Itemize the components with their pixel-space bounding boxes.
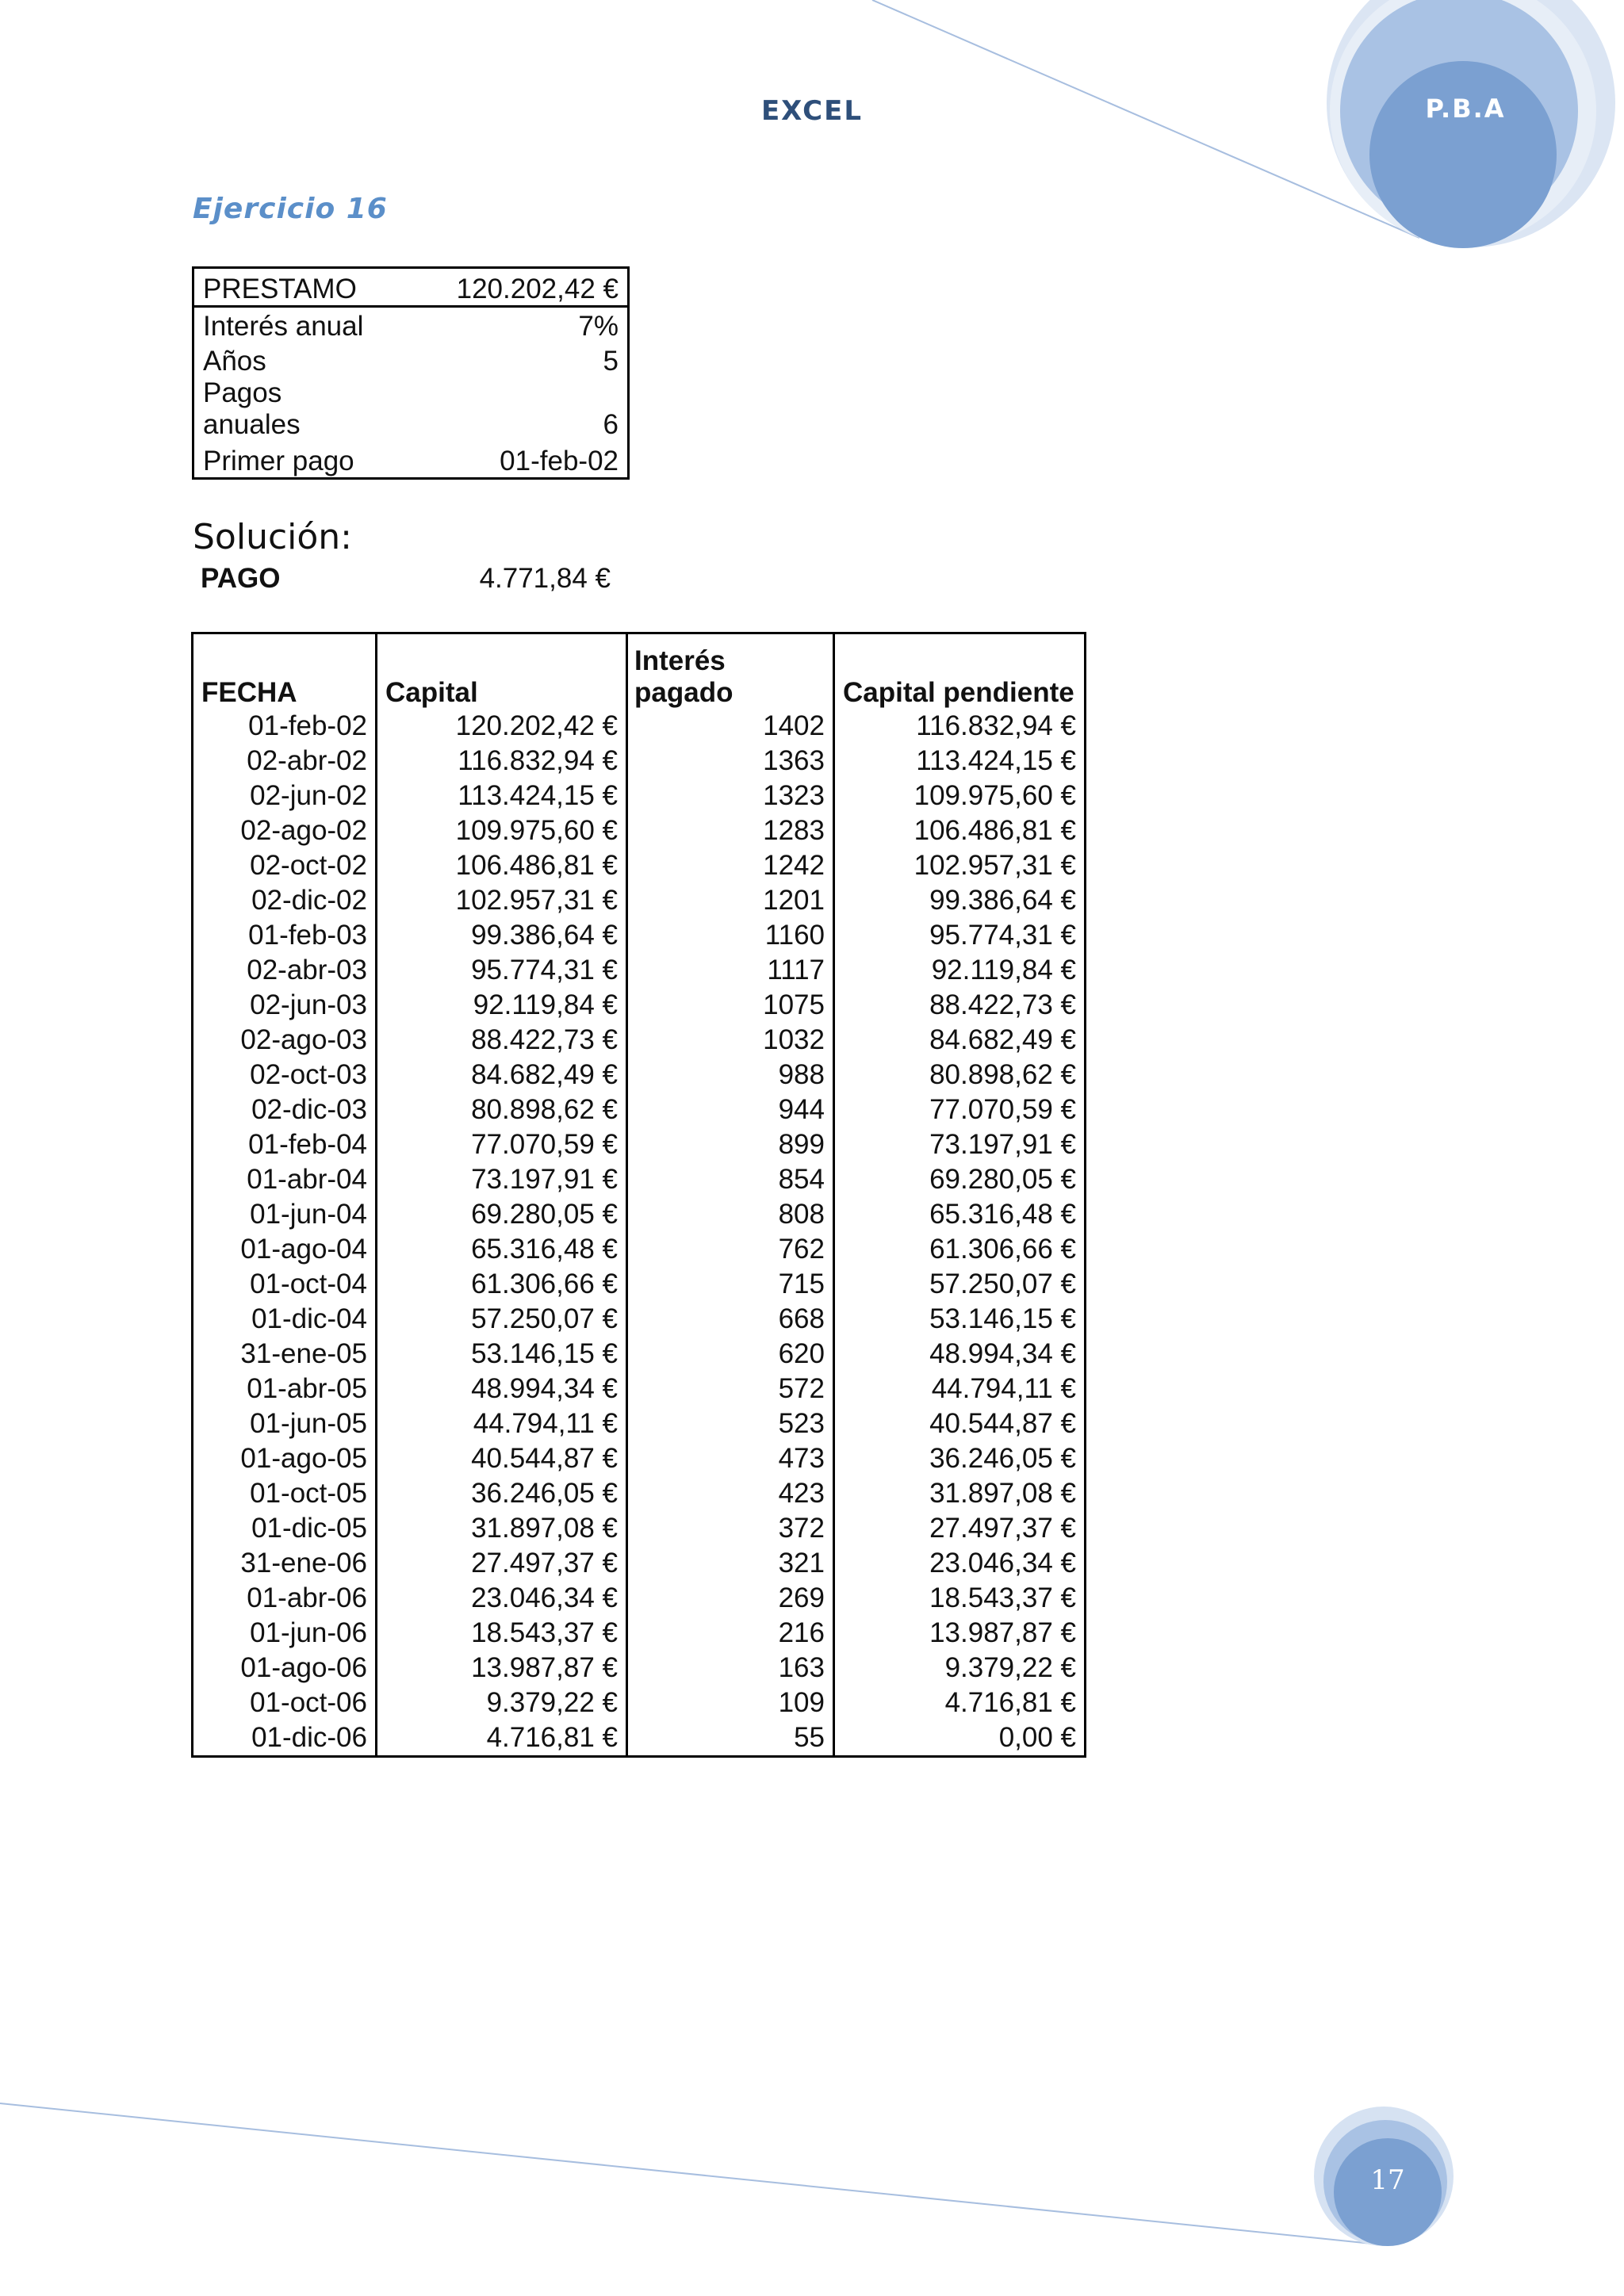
table-row [193, 1546, 1086, 1581]
param-label: Años [203, 346, 266, 377]
table-row [193, 1581, 1086, 1616]
cell-interes: 988 [627, 1058, 834, 1093]
cell-fecha: 01-abr-05 [193, 1372, 377, 1406]
table-row [193, 1686, 1086, 1720]
cell-fecha: 01-jun-06 [193, 1616, 377, 1651]
cell-interes: 899 [627, 1127, 834, 1162]
cell-fecha: 01-oct-05 [193, 1476, 377, 1511]
cell-capital-pendiente: 4.716,81 € [834, 1686, 1086, 1720]
cell-interes: 1323 [627, 779, 834, 813]
table-row [193, 1127, 1086, 1162]
table-row [193, 1162, 1086, 1197]
cell-interes: 372 [627, 1511, 834, 1546]
col-header-interes [627, 633, 834, 710]
table-row [193, 1232, 1086, 1267]
solution-heading: Solución: [193, 517, 353, 557]
cell-fecha: 01-abr-06 [193, 1581, 377, 1616]
cell-capital: 99.386,64 € [377, 918, 627, 953]
table-row [193, 1197, 1086, 1232]
cell-capital: 84.682,49 € [377, 1058, 627, 1093]
param-label: Interés anual [203, 311, 364, 342]
cell-capital: 77.070,59 € [377, 1127, 627, 1162]
cell-capital: 120.202,42 € [377, 709, 627, 744]
cell-fecha: 02-oct-03 [193, 1058, 377, 1093]
table-row [193, 1476, 1086, 1511]
table-body [193, 709, 1086, 1757]
cell-capital: 113.424,15 € [377, 779, 627, 813]
cell-fecha: 01-dic-04 [193, 1302, 377, 1337]
cell-capital-pendiente: 88.422,73 € [834, 988, 1086, 1023]
col-header-capital-pendiente: Capital pendiente [834, 633, 1086, 710]
cell-capital: 102.957,31 € [377, 883, 627, 918]
table-row [193, 779, 1086, 813]
col-header-interes-text: Interés pagado [634, 645, 733, 708]
cell-capital-pendiente: 95.774,31 € [834, 918, 1086, 953]
cell-capital-pendiente: 36.246,05 € [834, 1441, 1086, 1476]
cell-capital-pendiente: 53.146,15 € [834, 1302, 1086, 1337]
cell-capital: 116.832,94 € [377, 744, 627, 779]
cell-capital-pendiente: 0,00 € [834, 1720, 1086, 1757]
cell-fecha: 31-ene-05 [193, 1337, 377, 1372]
cell-interes: 762 [627, 1232, 834, 1267]
cell-capital-pendiente: 65.316,48 € [834, 1197, 1086, 1232]
table-row [193, 953, 1086, 988]
cell-interes: 1242 [627, 848, 834, 883]
cell-interes: 1283 [627, 813, 834, 848]
cell-capital: 88.422,73 € [377, 1023, 627, 1058]
cell-capital: 73.197,91 € [377, 1162, 627, 1197]
param-row-prestamo [194, 269, 627, 308]
cell-fecha: 01-ago-06 [193, 1651, 377, 1686]
table-row [193, 848, 1086, 883]
cell-fecha: 02-ago-03 [193, 1023, 377, 1058]
cell-interes: 808 [627, 1197, 834, 1232]
cell-capital: 92.119,84 € [377, 988, 627, 1023]
cell-capital-pendiente: 13.987,87 € [834, 1616, 1086, 1651]
loan-parameters-box [192, 266, 630, 480]
cell-capital: 40.544,87 € [377, 1441, 627, 1476]
cell-fecha: 02-dic-03 [193, 1093, 377, 1127]
cell-capital-pendiente: 48.994,34 € [834, 1337, 1086, 1372]
cell-fecha: 01-ago-05 [193, 1441, 377, 1476]
table-header-row [193, 633, 1086, 710]
cell-capital: 80.898,62 € [377, 1093, 627, 1127]
table-row [193, 918, 1086, 953]
cell-interes: 423 [627, 1476, 834, 1511]
cell-capital: 27.497,37 € [377, 1546, 627, 1581]
cell-capital-pendiente: 84.682,49 € [834, 1023, 1086, 1058]
cell-fecha: 01-jun-05 [193, 1406, 377, 1441]
cell-capital: 9.379,22 € [377, 1686, 627, 1720]
exercise-title: Ejercicio 16 [193, 193, 388, 225]
cell-capital: 109.975,60 € [377, 813, 627, 848]
cell-interes: 1117 [627, 953, 834, 988]
param-row-primer-pago [194, 441, 627, 477]
cell-fecha: 01-oct-04 [193, 1267, 377, 1302]
cell-interes: 715 [627, 1267, 834, 1302]
table-row [193, 1267, 1086, 1302]
table-row [193, 744, 1086, 779]
cell-capital: 36.246,05 € [377, 1476, 627, 1511]
table-row [193, 1616, 1086, 1651]
cell-fecha: 02-ago-02 [193, 813, 377, 848]
header-circle-inner [1369, 61, 1557, 248]
cell-capital-pendiente: 106.486,81 € [834, 813, 1086, 848]
col-header-capital: Capital [377, 633, 627, 710]
cell-fecha: 01-oct-06 [193, 1686, 377, 1720]
param-row-pagos [194, 377, 627, 441]
cell-interes: 216 [627, 1616, 834, 1651]
cell-capital: 53.146,15 € [377, 1337, 627, 1372]
cell-fecha: 01-feb-03 [193, 918, 377, 953]
cell-capital: 69.280,05 € [377, 1197, 627, 1232]
cell-interes: 1160 [627, 918, 834, 953]
table-row [193, 1023, 1086, 1058]
payment-value: 4.771,84 € [479, 563, 611, 594]
cell-capital-pendiente: 27.497,37 € [834, 1511, 1086, 1546]
cell-fecha: 02-dic-02 [193, 883, 377, 918]
cell-interes: 269 [627, 1581, 834, 1616]
cell-interes: 1363 [627, 744, 834, 779]
param-label: Pagos anuales [203, 377, 301, 440]
header-title: EXCEL [760, 95, 864, 127]
cell-capital-pendiente: 31.897,08 € [834, 1476, 1086, 1511]
cell-capital: 31.897,08 € [377, 1511, 627, 1546]
table-row [193, 1058, 1086, 1093]
cell-capital-pendiente: 44.794,11 € [834, 1372, 1086, 1406]
amortization-table [191, 632, 1086, 1758]
table-row [193, 1093, 1086, 1127]
cell-fecha: 01-abr-04 [193, 1162, 377, 1197]
cell-interes: 109 [627, 1686, 834, 1720]
table-row [193, 1511, 1086, 1546]
cell-capital: 23.046,34 € [377, 1581, 627, 1616]
table-row [193, 1372, 1086, 1406]
cell-capital-pendiente: 40.544,87 € [834, 1406, 1086, 1441]
cell-capital-pendiente: 116.832,94 € [834, 709, 1086, 744]
cell-interes: 55 [627, 1720, 834, 1757]
cell-fecha: 31-ene-06 [193, 1546, 377, 1581]
cell-fecha: 02-jun-02 [193, 779, 377, 813]
cell-capital-pendiente: 109.975,60 € [834, 779, 1086, 813]
param-value: 120.202,42 € [456, 274, 619, 304]
param-label: Primer pago [203, 446, 354, 476]
cell-capital-pendiente: 80.898,62 € [834, 1058, 1086, 1093]
cell-capital: 4.716,81 € [377, 1720, 627, 1757]
cell-interes: 473 [627, 1441, 834, 1476]
cell-capital-pendiente: 18.543,37 € [834, 1581, 1086, 1616]
table-row [193, 709, 1086, 744]
cell-capital-pendiente: 92.119,84 € [834, 953, 1086, 988]
table-row [193, 883, 1086, 918]
cell-interes: 668 [627, 1302, 834, 1337]
cell-capital-pendiente: 113.424,15 € [834, 744, 1086, 779]
table-row [193, 988, 1086, 1023]
cell-interes: 321 [627, 1546, 834, 1581]
cell-interes: 523 [627, 1406, 834, 1441]
cell-capital-pendiente: 57.250,07 € [834, 1267, 1086, 1302]
cell-capital-pendiente: 77.070,59 € [834, 1093, 1086, 1127]
cell-capital: 18.543,37 € [377, 1616, 627, 1651]
cell-capital-pendiente: 23.046,34 € [834, 1546, 1086, 1581]
param-value: 7% [578, 311, 619, 342]
cell-interes: 163 [627, 1651, 834, 1686]
cell-interes: 1075 [627, 988, 834, 1023]
footer-diagonal-line [0, 2103, 1372, 2244]
cell-capital: 106.486,81 € [377, 848, 627, 883]
table-row [193, 1302, 1086, 1337]
cell-capital-pendiente: 102.957,31 € [834, 848, 1086, 883]
cell-interes: 1402 [627, 709, 834, 744]
cell-interes: 1201 [627, 883, 834, 918]
cell-interes: 620 [627, 1337, 834, 1372]
table-row [193, 1406, 1086, 1441]
param-row-anos [194, 342, 627, 377]
table-row [193, 1651, 1086, 1686]
table-row [193, 1441, 1086, 1476]
cell-capital: 61.306,66 € [377, 1267, 627, 1302]
cell-interes: 1032 [627, 1023, 834, 1058]
cell-fecha: 01-feb-04 [193, 1127, 377, 1162]
table-row [193, 1720, 1086, 1757]
cell-interes: 944 [627, 1093, 834, 1127]
table-row [193, 1337, 1086, 1372]
page-number: 17 [1370, 2164, 1405, 2196]
cell-interes: 572 [627, 1372, 834, 1406]
param-label: PRESTAMO [203, 274, 357, 304]
cell-capital: 48.994,34 € [377, 1372, 627, 1406]
param-row-interes [194, 308, 627, 342]
cell-interes: 854 [627, 1162, 834, 1197]
cell-capital-pendiente: 69.280,05 € [834, 1162, 1086, 1197]
cell-fecha: 02-abr-03 [193, 953, 377, 988]
cell-fecha: 01-dic-05 [193, 1511, 377, 1546]
cell-capital-pendiente: 73.197,91 € [834, 1127, 1086, 1162]
cell-capital: 57.250,07 € [377, 1302, 627, 1337]
cell-capital-pendiente: 61.306,66 € [834, 1232, 1086, 1267]
cell-fecha: 01-dic-06 [193, 1720, 377, 1757]
cell-capital-pendiente: 9.379,22 € [834, 1651, 1086, 1686]
cell-fecha: 01-jun-04 [193, 1197, 377, 1232]
cell-fecha: 01-ago-04 [193, 1232, 377, 1267]
cell-capital: 95.774,31 € [377, 953, 627, 988]
table-row [193, 813, 1086, 848]
param-value: 01-feb-02 [500, 446, 619, 476]
header-badge: P.B.A [1425, 94, 1506, 124]
cell-capital-pendiente: 99.386,64 € [834, 883, 1086, 918]
cell-capital: 44.794,11 € [377, 1406, 627, 1441]
cell-fecha: 02-oct-02 [193, 848, 377, 883]
cell-capital: 13.987,87 € [377, 1651, 627, 1686]
cell-capital: 65.316,48 € [377, 1232, 627, 1267]
cell-fecha: 02-jun-03 [193, 988, 377, 1023]
param-value: 6 [603, 409, 619, 440]
payment-label: PAGO [201, 563, 281, 594]
param-value: 5 [603, 346, 619, 377]
col-header-fecha: FECHA [193, 633, 377, 710]
cell-fecha: 02-abr-02 [193, 744, 377, 779]
cell-fecha: 01-feb-02 [193, 709, 377, 744]
